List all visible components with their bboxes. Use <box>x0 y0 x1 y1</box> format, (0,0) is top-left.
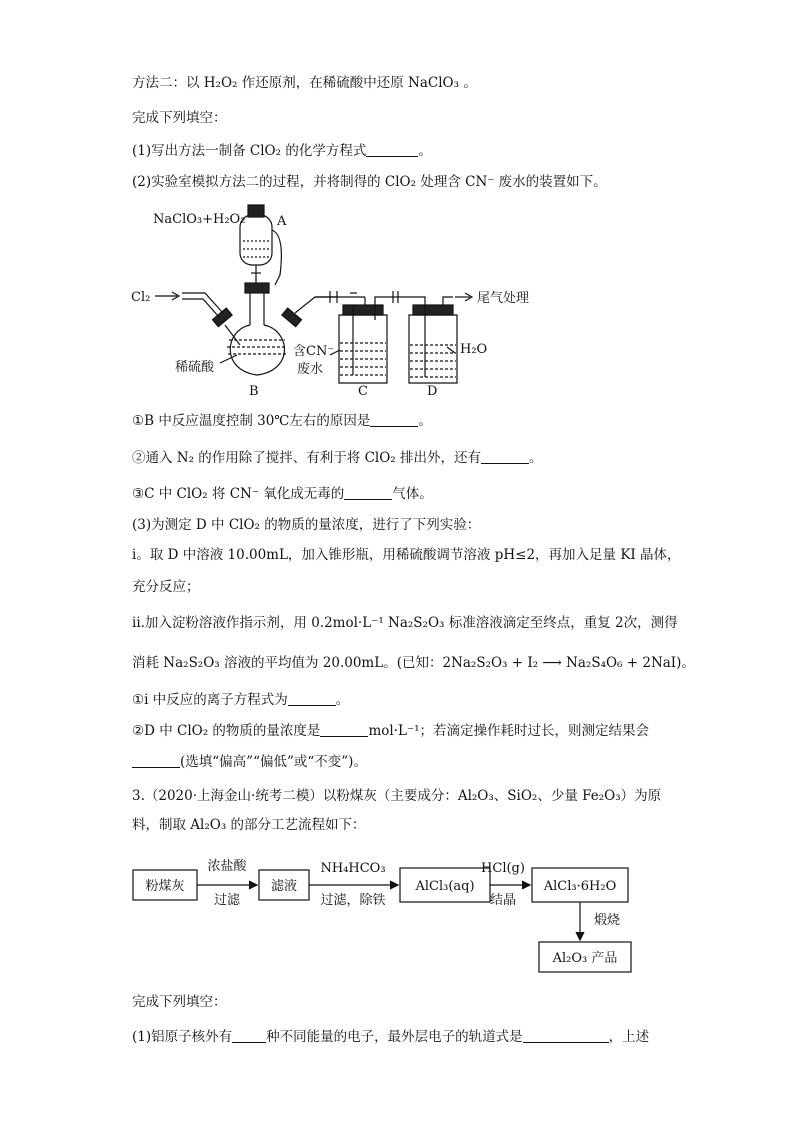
step-i: i。取 D 中溶液 10.00mL，加入锥形瓶，用稀硫酸调节溶液 pH≤2，再加入足量 KI 晶体， <box>132 547 681 563</box>
label-b: B <box>249 384 259 399</box>
flow-box-alcl3-hydrate: AlCl₃·6H₂O <box>543 879 617 894</box>
dilute-acid-label: 稀硫酸 <box>175 360 215 375</box>
fill-blanks-heading-2: 完成下列填空： <box>132 994 227 1010</box>
question-3-1-text: ①i 中反应的离子方程式为 <box>132 692 288 708</box>
question-1-text: (1)写出方法一制备 ClO₂ 的化学方程式 <box>132 143 367 159</box>
label-c: C <box>358 384 368 399</box>
question-3-1-end: 。 <box>335 692 350 708</box>
question-1-end: 。 <box>418 143 432 159</box>
question-2-2 <box>132 449 543 467</box>
question-3-2-cont <box>132 753 367 771</box>
question-3-1 <box>132 691 349 709</box>
arrow3-operation: 结晶 <box>489 893 517 908</box>
water-label: H₂O <box>460 342 488 357</box>
question-3-part-1-end: ，上述 <box>608 1029 650 1045</box>
flow-box-al2o3-product: Al₂O₃ 产品 <box>552 951 618 966</box>
apparatus-diagram <box>125 195 565 405</box>
question-3-2-choice: (选填“偏高”“偏低”或“不变”)。 <box>180 754 367 770</box>
problem-3-header: 3.（2020·上海金山·统考二模）以粉煤灰（主要成分：Al₂O₃、SiO₂、少量 Fe₂O₃）为原 <box>132 788 662 804</box>
question-3-part-1-mid: 种不同能量的电子，最外层电子的轨道式是 <box>266 1029 523 1045</box>
reagent-label: NaClO₃+H₂O₂ <box>153 212 246 227</box>
fill-blanks-heading: 完成下列填空： <box>132 110 227 126</box>
answer-blank <box>320 722 368 737</box>
flow-box-fly-ash: 粉煤灰 <box>145 879 185 894</box>
answer-blank <box>481 449 529 464</box>
answer-blank <box>366 142 418 157</box>
question-3-intro: (3)为测定 D 中 ClO₂ 的物质的量浓度，进行了下列实验： <box>132 517 481 533</box>
arrow1-operation: 过滤 <box>213 893 241 908</box>
question-2-1 <box>132 412 432 430</box>
step-ii-cont: 消耗 Na₂S₂O₃ 溶液的平均值为 20.00mL。(已知：2Na₂S₂O₃ + I₂ ⟶ Na₂S₄O₆ + 2NaI)。 <box>132 655 695 671</box>
question-2-3 <box>132 485 433 503</box>
arrow3-reagent: HCl(g) <box>481 861 525 876</box>
question-2-2-end: 。 <box>529 450 543 466</box>
flow-box-alcl3-aq: AlCl₃(aq) <box>415 879 475 894</box>
question-3-2 <box>132 722 649 740</box>
method-two-line: 方法二：以 H₂O₂ 作还原剂，在稀硫酸中还原 NaClO₃ 。 <box>132 75 477 91</box>
process-flow-diagram <box>125 850 645 978</box>
question-2-1-end: 。 <box>418 413 432 429</box>
arrow2-reagent: NH₄HCO₃ <box>320 861 386 876</box>
arrow4-operation: 煅烧 <box>593 913 621 928</box>
question-2-intro: (2)实验室模拟方法二的过程，并将制得的 ClO₂ 处理含 CN⁻ 废水的装置如下。 <box>132 174 607 190</box>
answer-blank <box>370 412 418 427</box>
answer-blank <box>523 1028 609 1043</box>
step-ii: ii.加入淀粉溶液作指示剂，用 0.2mol·L⁻¹ Na₂S₂O₃ 标准溶液滴定至终点，重复 2次，测得 <box>132 615 678 631</box>
question-3-part-1-text: (1)铝原子核外有 <box>132 1029 233 1045</box>
question-1 <box>132 142 432 160</box>
question-2-3-end: 气体。 <box>392 486 433 502</box>
question-3-2-text: ②D 中 ClO₂ 的物质的量浓度是 <box>132 723 321 739</box>
cn-waste-label-1: 含CN⁻ <box>293 344 335 359</box>
label-d: D <box>427 384 438 399</box>
flow-box-filtrate: 滤液 <box>270 879 298 894</box>
problem-3-header-cont: 料，制取 Al₂O₃ 的部分工艺流程如下： <box>132 817 366 833</box>
tail-gas-label: 尾气处理 <box>477 291 530 306</box>
arrow1-reagent: 浓盐酸 <box>207 859 247 874</box>
question-3-2-mid: mol·L⁻¹；若滴定操作耗时过长，则测定结果会 <box>368 723 649 739</box>
cl2-label: Cl₂ <box>131 290 151 305</box>
question-3-part-1 <box>132 1028 649 1046</box>
question-2-1-text: ①B 中反应温度控制 30℃左右的原因是 <box>132 413 371 429</box>
answer-blank <box>288 691 336 706</box>
answer-blank <box>232 1028 266 1043</box>
answer-blank <box>132 753 180 768</box>
cn-waste-label-2: 废水 <box>297 362 324 377</box>
label-a: A <box>277 214 287 229</box>
arrow2-operation: 过滤，除铁 <box>320 893 386 908</box>
question-2-2-text: ②通入 N₂ 的作用除了搅拌、有利于将 ClO₂ 排出外，还有 <box>132 450 482 466</box>
answer-blank <box>344 485 392 500</box>
step-i-cont: 充分反应； <box>132 579 200 595</box>
question-2-3-text: ③C 中 ClO₂ 将 CN⁻ 氧化成无毒的 <box>132 486 345 502</box>
